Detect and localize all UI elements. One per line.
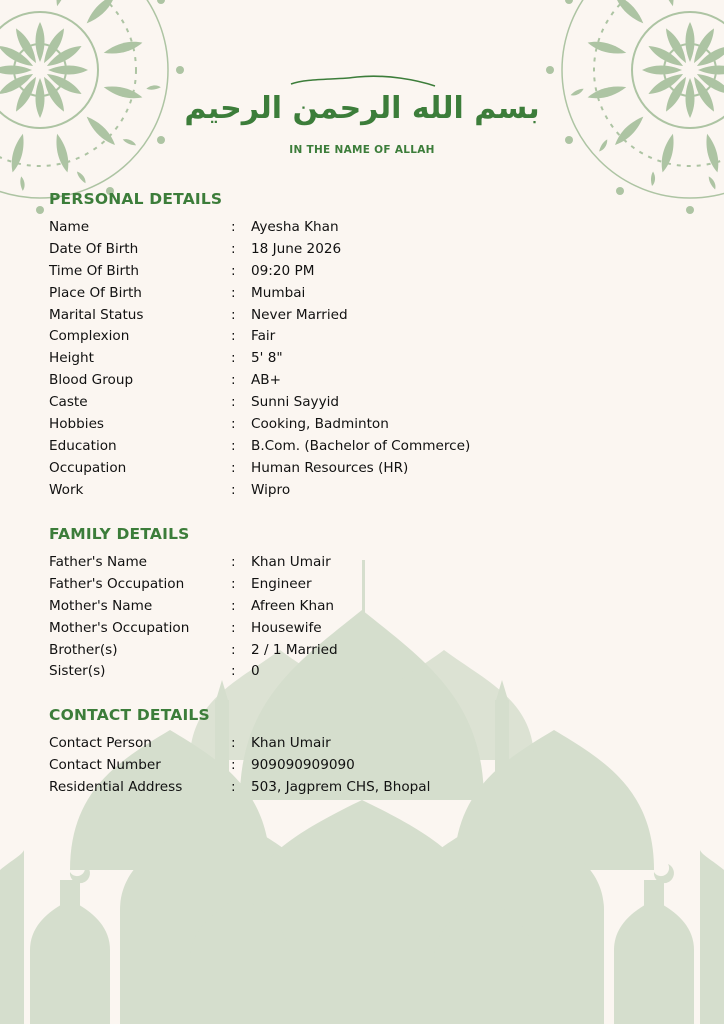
separator: : [231, 778, 236, 795]
detail-value: Khan Umair [251, 734, 331, 751]
separator: : [231, 619, 236, 636]
separator: : [231, 306, 236, 323]
detail-value: Engineer [251, 575, 312, 592]
detail-label: Father's Name [49, 553, 148, 570]
detail-value: Afreen Khan [251, 597, 335, 614]
separator: : [231, 663, 236, 680]
detail-row-fathers-name [49, 551, 689, 573]
detail-label: Occupation [49, 459, 127, 476]
detail-label: Education [49, 437, 117, 454]
detail-row-brothers [49, 639, 689, 661]
detail-value: Human Resources (HR) [251, 459, 409, 476]
detail-row-height [49, 347, 689, 369]
separator: : [231, 756, 236, 773]
detail-value: 09:20 PM [251, 262, 315, 279]
separator: : [231, 350, 236, 367]
separator: : [231, 575, 236, 592]
separator: : [231, 641, 236, 658]
section-title: PERSONAL DETAILS [49, 190, 223, 208]
page-subtitle: IN THE NAME OF ALLAH [289, 144, 435, 156]
separator: : [231, 734, 236, 751]
separator: : [231, 415, 236, 432]
detail-label: Sister(s) [49, 663, 106, 680]
detail-row-education [49, 435, 689, 457]
detail-label: Contact Person [49, 734, 152, 751]
detail-label: Mother's Name [49, 597, 153, 614]
detail-label: Contact Number [49, 756, 161, 773]
detail-row-occupation [49, 457, 689, 479]
detail-value: Housewife [251, 619, 322, 636]
detail-value: 503, Jagprem CHS, Bhopal [251, 778, 431, 795]
detail-label: Mother's Occupation [49, 619, 190, 636]
detail-row-date-of-birth [49, 238, 689, 260]
detail-row-hobbies [49, 413, 689, 435]
detail-row-marital-status [49, 304, 689, 326]
separator: : [231, 328, 236, 345]
detail-row-residential-address [49, 776, 689, 798]
family-details-list [49, 551, 689, 682]
separator: : [231, 597, 236, 614]
separator: : [231, 394, 236, 411]
detail-label: Work [49, 481, 84, 498]
family-details-section [49, 525, 689, 682]
detail-label: Caste [49, 394, 88, 411]
detail-label: Blood Group [49, 372, 134, 389]
detail-row-sisters [49, 660, 689, 682]
contact-details-list [49, 732, 689, 798]
separator: : [231, 372, 236, 389]
separator: : [231, 262, 236, 279]
detail-label: Complexion [49, 328, 130, 345]
detail-row-work [49, 479, 689, 501]
detail-row-complexion [49, 325, 689, 347]
detail-value: Sunni Sayyid [251, 394, 340, 411]
section-title: CONTACT DETAILS [49, 706, 210, 724]
detail-row-contact-number [49, 754, 689, 776]
detail-row-time-of-birth [49, 260, 689, 282]
personal-details-list [49, 216, 689, 501]
contact-details-section [49, 706, 689, 798]
section-title: FAMILY DETAILS [49, 525, 190, 543]
separator: : [231, 437, 236, 454]
detail-label: Date Of Birth [49, 240, 139, 257]
detail-label: Father's Occupation [49, 575, 185, 592]
detail-value: Never Married [251, 306, 348, 323]
detail-value: Ayesha Khan [251, 218, 339, 235]
detail-value: Khan Umair [251, 553, 331, 570]
detail-value: Wipro [251, 481, 291, 498]
detail-value: Cooking, Badminton [251, 415, 389, 432]
detail-label: Brother(s) [49, 641, 118, 658]
detail-value: AB+ [251, 372, 282, 389]
bismillah-text: بسم الله الرحمن الرحيم [184, 91, 540, 126]
detail-value: 18 June 2026 [251, 240, 342, 257]
separator: : [231, 481, 236, 498]
separator: : [231, 459, 236, 476]
detail-label: Name [49, 218, 90, 235]
page-header [0, 74, 724, 156]
detail-value: B.Com. (Bachelor of Commerce) [251, 437, 471, 454]
separator: : [231, 240, 236, 257]
detail-row-contact-person [49, 732, 689, 754]
detail-label: Place Of Birth [49, 284, 142, 301]
detail-row-mothers-occupation [49, 617, 689, 639]
personal-details-section [49, 190, 689, 501]
detail-row-mothers-name [49, 595, 689, 617]
detail-value: Fair [251, 328, 276, 345]
detail-value: 5' 8" [251, 350, 283, 367]
detail-value: 909090909090 [251, 756, 355, 773]
detail-label: Hobbies [49, 415, 105, 432]
detail-row-place-of-birth [49, 282, 689, 304]
detail-row-name [49, 216, 689, 238]
separator: : [231, 553, 236, 570]
separator: : [231, 218, 236, 235]
separator: : [231, 284, 236, 301]
detail-label: Time Of Birth [49, 262, 140, 279]
detail-value: 2 / 1 Married [251, 641, 338, 658]
detail-row-blood-group [49, 369, 689, 391]
detail-label: Marital Status [49, 306, 144, 323]
bismillah-calligraphy [184, 74, 540, 134]
detail-row-caste [49, 391, 689, 413]
detail-label: Residential Address [49, 778, 183, 795]
detail-value: Mumbai [251, 284, 306, 301]
detail-value: 0 [251, 663, 260, 680]
detail-label: Height [49, 350, 94, 367]
detail-row-fathers-occupation [49, 573, 689, 595]
